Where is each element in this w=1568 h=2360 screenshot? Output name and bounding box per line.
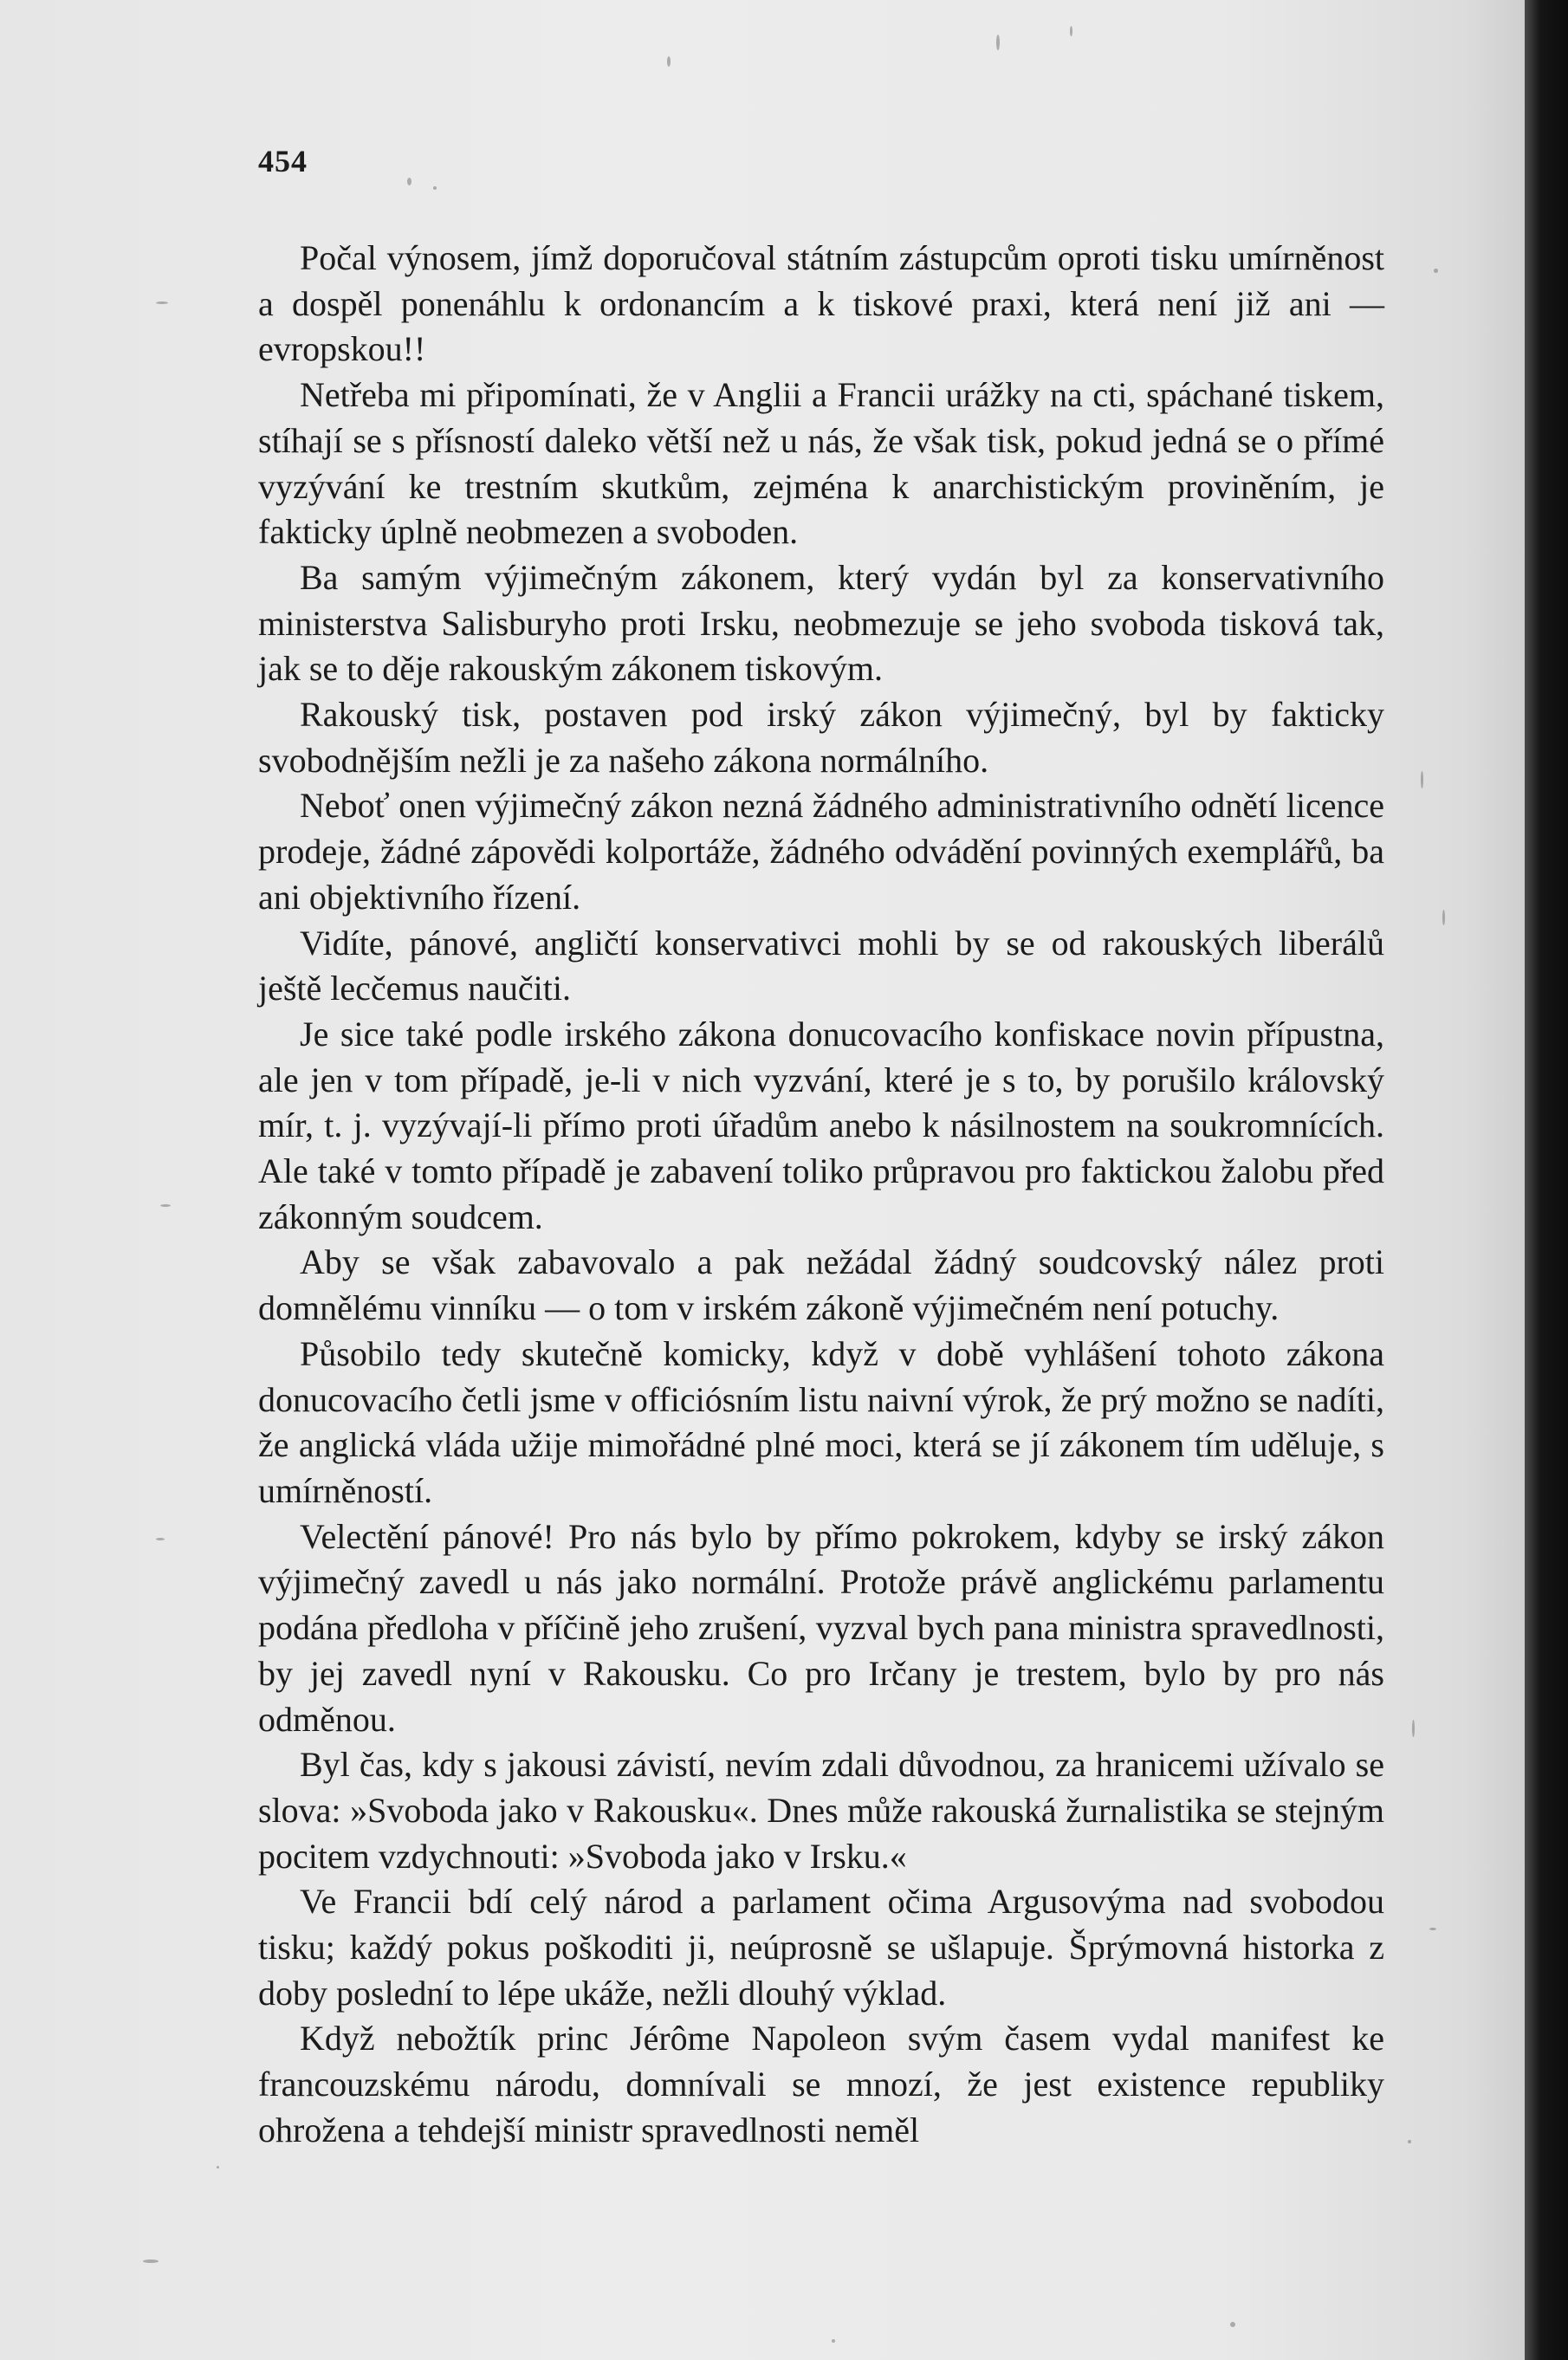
scan-speck bbox=[143, 2260, 159, 2263]
paragraph-6: Vidíte, pánové, angličtí konservativci mohli by se od rakouských liberálů ještě lecčemus naučiti. bbox=[258, 923, 1384, 1008]
scan-speck bbox=[832, 2339, 835, 2343]
page-number: 454 bbox=[258, 144, 308, 178]
scan-speck bbox=[1230, 2322, 1235, 2327]
paragraph-7: Je sice také podle irského zákona donucovacího konfiskace novin přípustna, ale jen v tom případě, je-li v nich vyzvání, které je s to, by porušilo královský mír, t. j. vyzývají-li přímo proti úřadům anebo k násilnostem na soukromnících. Ale také v tomto případě je zabavení toliko průpravou pro faktickou žalobu před zákonným soudcem. bbox=[258, 1014, 1384, 1236]
scan-speck bbox=[160, 1204, 171, 1207]
scan-speck bbox=[217, 2166, 219, 2169]
paragraph-8: Aby se však zabavovalo a pak nežádal žádný soudcovský nález proti domnělému vinníku — o tom v irském zákoně výjimečném není potuchy. bbox=[258, 1242, 1384, 1328]
paragraph-9: Působilo tedy skutečně komicky, když v době vyhlášení tohoto zákona donucovacího četli jsme v officiósním listu naivní výrok, že prý možno se nadíti, že anglická vláda užije mimořádné plné moci, která se jí zákonem tím uděluje, s umírněností. bbox=[258, 1333, 1384, 1510]
paragraph-10: Velectění pánové! Pro nás bylo by přímo pokrokem, kdyby se irský zákon výjimečný zavedl u nás jako normální. Protože právě anglickému parlamentu podána předloha v příčině jeho zrušení, vyzval bych pana ministra spravedlnosti, by jej zavedl nyní v Rakousku. Co pro Irčany je trestem, bylo by pro nás odměnou. bbox=[258, 1516, 1384, 1739]
paragraph-4: Rakouský tisk, postaven pod irský zákon výjimečný, byl by fakticky svobodnějším nežli je za našeho zákona normálního. bbox=[258, 695, 1384, 780]
book-spine-shadow bbox=[1525, 0, 1568, 2360]
scan-speck bbox=[1070, 26, 1072, 36]
paragraph-11: Byl čas, kdy s jakousi závistí, nevím zdali důvodnou, za hranicemi užívalo se slova: »Svoboda jako v Rakousku«. Dnes může rakouská žurnalistika se stejným pocitem vzdychnouti: »Svoboda jako v Irsku.« bbox=[258, 1745, 1384, 1876]
scan-speck bbox=[1421, 771, 1423, 788]
paragraph-13: Když nebožtík princ Jérôme Napoleon svým časem vydal manifest ke francouzskému národu, domnívali se mnozí, že jest existence republiky ohrožena a tehdejší ministr spravedlnosti neměl bbox=[258, 2019, 1384, 2149]
scan-speck bbox=[1434, 269, 1438, 273]
scan-speck bbox=[156, 1538, 165, 1540]
scan-speck bbox=[996, 35, 1000, 50]
scan-speck bbox=[407, 178, 411, 185]
paragraph-3: Ba samým výjimečným zákonem, který vydán byl za konservativního ministerstva Salisburyho proti Irsku, neobmezuje se jeho svoboda tisková tak, jak se to děje rakouským zákonem tiskovým. bbox=[258, 557, 1384, 689]
scan-speck bbox=[433, 186, 437, 190]
paragraph-12: Ve Francii bdí celý národ a parlament očima Argusovýma nad svobodou tisku; každý pokus poškoditi ji, neúprosně se ušlapuje. Šprýmovná historka z doby poslední to lépe ukáže, nežli dlouhý výklad. bbox=[258, 1882, 1384, 2013]
body-text bbox=[258, 236, 1384, 2154]
paragraph-5: Neboť onen výjimečný zákon nezná žádného administrativního odnětí licence prodeje, žádné zápovědi kolportáže, žádného odvádění povinných exemplářů, ba ani objektivního řízení. bbox=[258, 786, 1384, 917]
paragraph-1: Počal výnosem, jímž doporučoval státním zástupcům oproti tisku umírněnost a dospěl ponenáhlu k ordonancím a k tiskové praxi, která není již ani — evropskou!! bbox=[258, 238, 1384, 369]
scan-speck bbox=[1408, 2140, 1411, 2143]
scan-speck bbox=[1442, 910, 1445, 925]
paragraph-2: Netřeba mi připomínati, že v Anglii a Francii urážky na cti, spáchané tiskem, stíhají se s přísností daleko větší než u nás, že však tisk, pokud jedná se o přímé vyzývání ke trestním skutkům, zejména k anarchistickým proviněním, je fakticky úplně neobmezen a svoboden. bbox=[258, 375, 1384, 552]
scan-speck bbox=[1412, 1720, 1415, 1737]
scan-speck bbox=[156, 301, 168, 304]
scan-speck bbox=[1429, 1928, 1436, 1930]
scan-speck bbox=[667, 56, 671, 67]
